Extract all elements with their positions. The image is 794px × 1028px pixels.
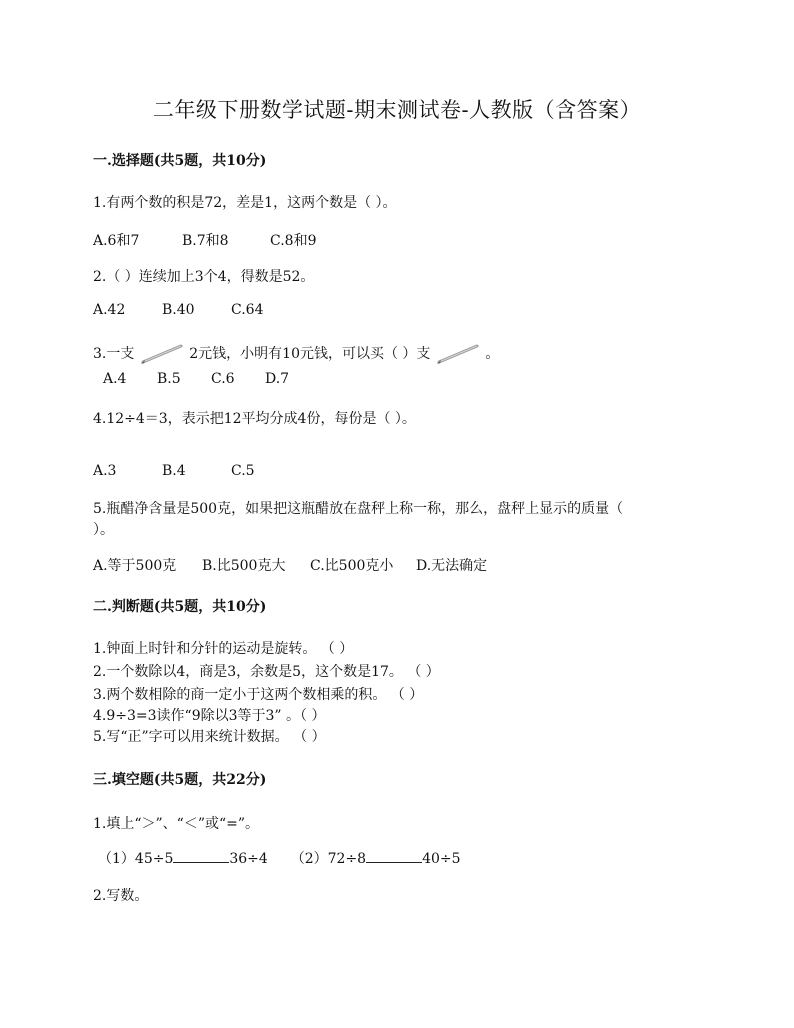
answer-blank-1[interactable]: [173, 850, 229, 863]
q5-option-d: D.无法确定: [416, 558, 488, 574]
q2-option-c: C.64: [231, 302, 264, 318]
section-heading-fill-blank: 三.填空题(共5题，共22分): [93, 772, 267, 788]
question-1-text: 1.有两个数的积是72，差是1，这两个数是（ ）。: [93, 195, 397, 211]
q3-suffix: 。: [485, 346, 500, 362]
q3-option-c: C.6: [211, 371, 235, 387]
q3-option-d: D.7: [265, 371, 290, 387]
fill-question-1-parts: [98, 848, 461, 868]
judgement-item-2: 2.一个数除以4，商是3，余数是5，这个数是17。 （ ）: [93, 664, 440, 680]
part-2-right: 40÷5: [422, 851, 461, 867]
fill-question-2-text: 2.写数。: [93, 888, 149, 904]
part-1-left: （1）45÷5: [98, 851, 174, 867]
q5-option-a: A.等于500克: [93, 558, 177, 574]
question-5-line-1: 5.瓶醋净含量是500克，如果把这瓶醋放在盘秤上称一称，那么，盘秤上显示的质量（: [93, 501, 624, 517]
q4-option-a: A.3: [93, 463, 117, 479]
question-2-text: 2.（ ）连续加上3个4，得数是52。: [93, 269, 315, 285]
q1-option-c: C.8和9: [270, 233, 317, 249]
pen-icon: [139, 343, 185, 365]
q3-option-a: A.4: [103, 371, 127, 387]
pen-icon: [435, 343, 481, 365]
q3-option-b: B.5: [157, 371, 181, 387]
q1-option-a: A.6和7: [93, 233, 140, 249]
answer-blank-2[interactable]: [366, 850, 422, 863]
fill-question-1-text: 1.填上“＞”、“＜”或“=”。: [93, 816, 260, 832]
q2-option-a: A.42: [93, 302, 126, 318]
q5-option-c: C.比500克小: [310, 558, 394, 574]
q3-prefix: 3.一支: [93, 346, 135, 362]
part-1-right: 36÷4: [229, 851, 268, 867]
section-heading-choice: 一.选择题(共5题，共10分): [93, 153, 267, 169]
judgement-item-5: 5.写“正”字可以用来统计数据。 （ ）: [93, 729, 326, 745]
q3-middle: 2元钱，小明有10元钱，可以买（ ）支: [189, 346, 431, 362]
q2-option-b: B.40: [162, 302, 195, 318]
part-2-left: （2）72÷8: [290, 851, 367, 867]
q4-option-c: C.5: [231, 463, 255, 479]
question-5-line-2: ）。: [93, 522, 114, 538]
q5-option-b: B.比500克大: [202, 558, 286, 574]
question-4-text: 4.12÷4＝3，表示把12平均分成4份，每份是（ ）。: [93, 411, 416, 427]
judgement-item-1: 1.钟面上时针和分针的运动是旋转。 （ ）: [93, 641, 354, 657]
q4-option-b: B.4: [162, 463, 186, 479]
judgement-item-4: 4.9÷3=3读作“9除以3等于3” 。（ ）: [93, 708, 326, 724]
q1-option-b: B.7和8: [182, 233, 229, 249]
page-title: 二年级下册数学试题-期末测试卷-人教版（含答案）: [152, 98, 642, 122]
section-heading-judgement: 二.判断题(共5题，共10分): [93, 599, 267, 615]
question-3-text: [93, 343, 499, 365]
judgement-item-3: 3.两个数相除的商一定小于这两个数相乘的积。 （ ）: [93, 687, 424, 703]
